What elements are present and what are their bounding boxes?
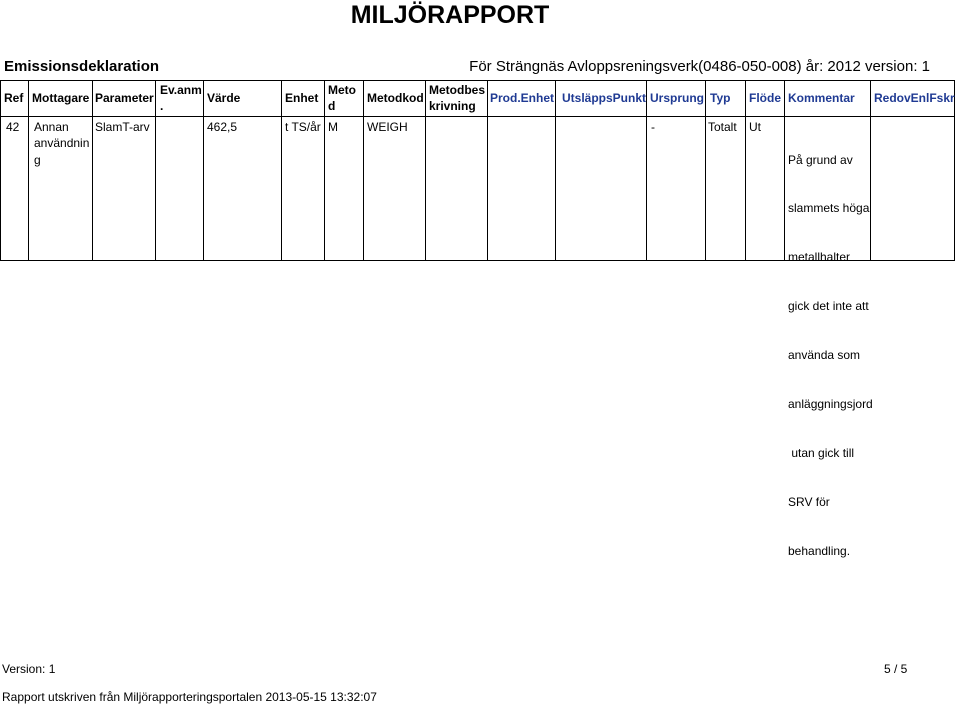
col-rule	[425, 80, 426, 261]
col-rule	[324, 80, 325, 261]
header-metod-line: Meto	[328, 83, 356, 97]
col-rule	[155, 80, 156, 261]
footer-print-note: Rapport utskriven från Miljörapporteringsportalen 2013-05-15 13:32:07	[2, 690, 377, 704]
header-typ: Typ	[710, 91, 731, 105]
cell-mottagare-line: g	[34, 152, 41, 167]
col-rule	[745, 80, 746, 261]
col-rule	[28, 80, 29, 261]
section-title: Emissionsdeklaration	[4, 58, 160, 75]
cell-mottagare-line: Annan	[34, 120, 69, 134]
cell-varde: 462,5	[207, 120, 238, 134]
col-rule	[646, 80, 647, 261]
col-rule	[555, 80, 556, 261]
cell-kommentar-line: SRV för	[788, 494, 830, 509]
col-rule	[954, 80, 955, 261]
header-kommentar: Kommentar	[788, 91, 855, 105]
cell-kommentar-line: gick det inte att	[788, 299, 869, 314]
footer-page-number: 5 / 5	[884, 662, 908, 676]
footer-version: Version: 1	[2, 662, 56, 676]
header-evanm-line: Ev.anm	[160, 83, 202, 97]
cell-metod: M	[328, 120, 338, 134]
subheader	[4, 57, 930, 77]
col-rule	[784, 80, 785, 261]
cell-kommentar-line: metallhalter	[788, 250, 851, 265]
header-utslappspunkt: UtsläppsPunkt	[562, 91, 647, 105]
facility-line: För Strängnäs Avloppsreningsverk(0486-050-008) år: 2012 version: 1	[469, 58, 930, 75]
header-parameter: Parameter	[95, 91, 154, 105]
header-varde: Värde	[207, 91, 241, 105]
header-mottagare: Mottagare	[32, 91, 90, 105]
cell-kommentar-line: slammets höga	[788, 201, 870, 216]
col-rule	[281, 80, 282, 261]
cell-typ: Ut	[749, 120, 761, 134]
header-redovenlfskr: RedovEnlFskr	[874, 91, 955, 105]
cell-ref: 42	[6, 120, 20, 134]
cell-mottagare-line: användnin	[34, 136, 90, 151]
col-rule	[705, 80, 706, 261]
header-metod-line: d	[328, 99, 336, 113]
col-rule	[0, 80, 1, 261]
header-metodbeskrivning-line: Metodbes	[429, 83, 486, 97]
header-evanm-line: .	[160, 99, 164, 113]
header-evanm	[160, 82, 202, 114]
col-rule	[92, 80, 93, 261]
header-enhet: Enhet	[285, 91, 319, 105]
header-metod	[328, 82, 356, 114]
header-flode: Flöde	[749, 91, 781, 105]
col-rule	[487, 80, 488, 261]
cell-mottagare	[34, 119, 89, 168]
header-ursprung: Ursprung	[650, 91, 704, 105]
cell-utslappspunkt: -	[651, 120, 655, 134]
document-title: MILJÖRAPPORT	[350, 1, 550, 29]
header-metodbeskrivning-line: krivning	[429, 99, 476, 113]
header-prodenhet: Prod.Enhet	[490, 91, 555, 105]
cell-parameter: SlamT-arv	[95, 120, 150, 134]
header-metodkod: Metodkod	[367, 91, 424, 105]
header-metodbeskrivning	[429, 82, 485, 114]
table-top-rule	[0, 80, 955, 81]
cell-kommentar	[788, 119, 873, 592]
cell-enhet: t TS/år	[285, 120, 321, 134]
cell-kommentar-line: anläggningsjord	[788, 397, 873, 412]
cell-metodkod: WEIGH	[367, 120, 408, 134]
cell-kommentar-line: behandling.	[788, 543, 851, 558]
col-rule	[203, 80, 204, 261]
col-rule	[363, 80, 364, 261]
header-ref: Ref	[4, 91, 24, 105]
emission-table	[0, 80, 955, 558]
cell-kommentar-line: utan gick till	[788, 445, 855, 460]
cell-kommentar-line: På grund av	[788, 152, 853, 167]
cell-kommentar-line: använda som	[788, 348, 861, 363]
cell-ursprung: Totalt	[708, 120, 737, 134]
table-header-rule	[0, 116, 955, 117]
